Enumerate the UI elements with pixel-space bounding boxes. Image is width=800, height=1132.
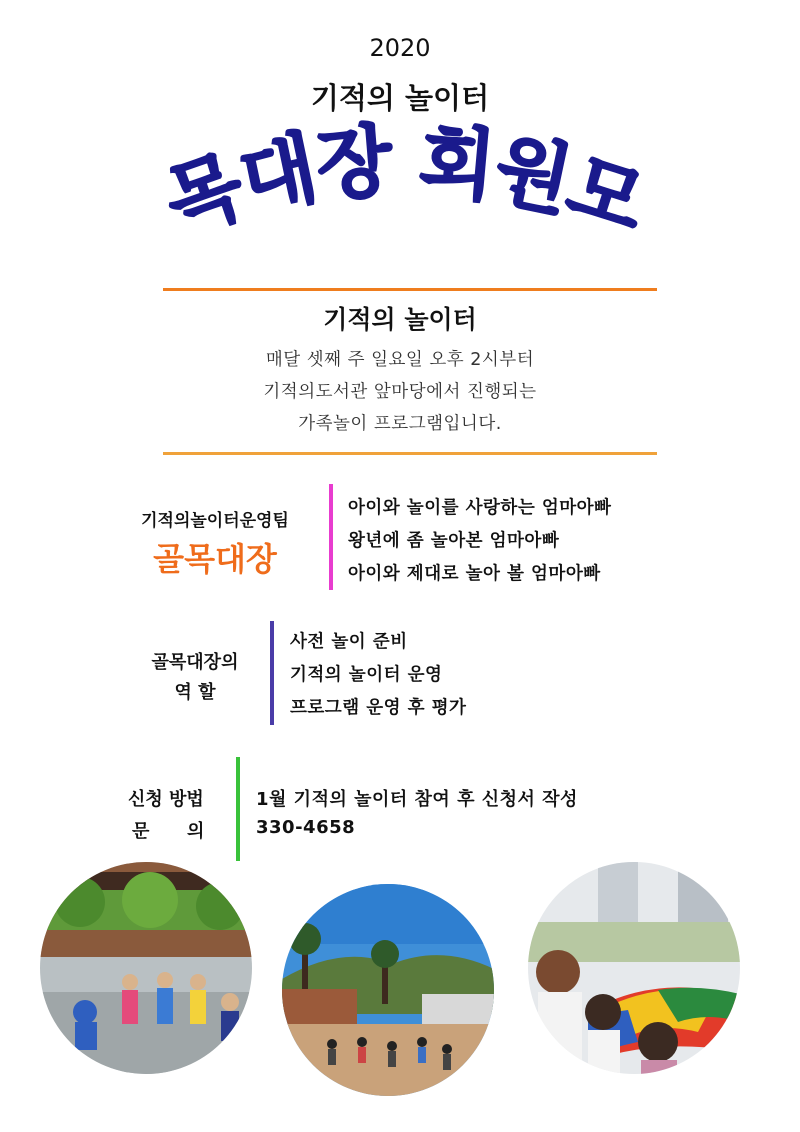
roles-label-line1: 골목대장의	[151, 652, 239, 673]
photo-parachute-game	[528, 862, 740, 1074]
photo-library-yard	[282, 884, 494, 1096]
photo-playground-wall	[40, 862, 252, 1074]
divider-bottom	[163, 452, 657, 455]
role-item: 기적의 놀이터 운영	[290, 665, 443, 685]
team-divider-bar	[329, 484, 333, 590]
intro-title: 기적의 놀이터	[323, 305, 477, 334]
intro-line: 매달 셋째 주 일요일 오후 2시부터	[265, 350, 535, 370]
team-name: 골목대장	[153, 540, 277, 578]
svg-text:골목대장 회원모집	[150, 108, 650, 250]
banner-title-text: 목대장 회원모	[154, 116, 650, 250]
role-item: 사전 놀이 준비	[290, 632, 408, 652]
banner-title	[150, 108, 650, 278]
roles-label-line2: 역 할	[174, 682, 216, 703]
team-item: 왕년에 좀 놀아본 엄마아빠	[348, 531, 560, 551]
poster-subtitle: 기적의 놀이터	[310, 81, 490, 115]
intro-line: 기적의도서관 앞마당에서 진행되는	[263, 382, 537, 402]
team-item: 아이와 놀이를 사랑하는 엄마아빠	[348, 498, 612, 518]
apply-method-value: 1월 기적의 놀이터 참여 후 신청서 작성	[256, 789, 578, 810]
apply-method-label: 신청 방법	[128, 789, 204, 810]
roles-divider-bar	[270, 621, 274, 725]
intro-line: 가족놀이 프로그램입니다.	[298, 414, 502, 434]
contact-phone: 330-4658	[256, 817, 356, 838]
year-heading: 2020	[369, 34, 431, 62]
team-label: 기적의놀이터운영팀	[141, 511, 289, 531]
contact-label: 문 의	[132, 821, 205, 842]
apply-divider-bar	[236, 757, 240, 861]
role-item: 프로그램 운영 후 평가	[290, 698, 467, 718]
divider-top	[163, 288, 657, 291]
team-item: 아이와 제대로 놀아 볼 엄마아빠	[348, 564, 601, 584]
